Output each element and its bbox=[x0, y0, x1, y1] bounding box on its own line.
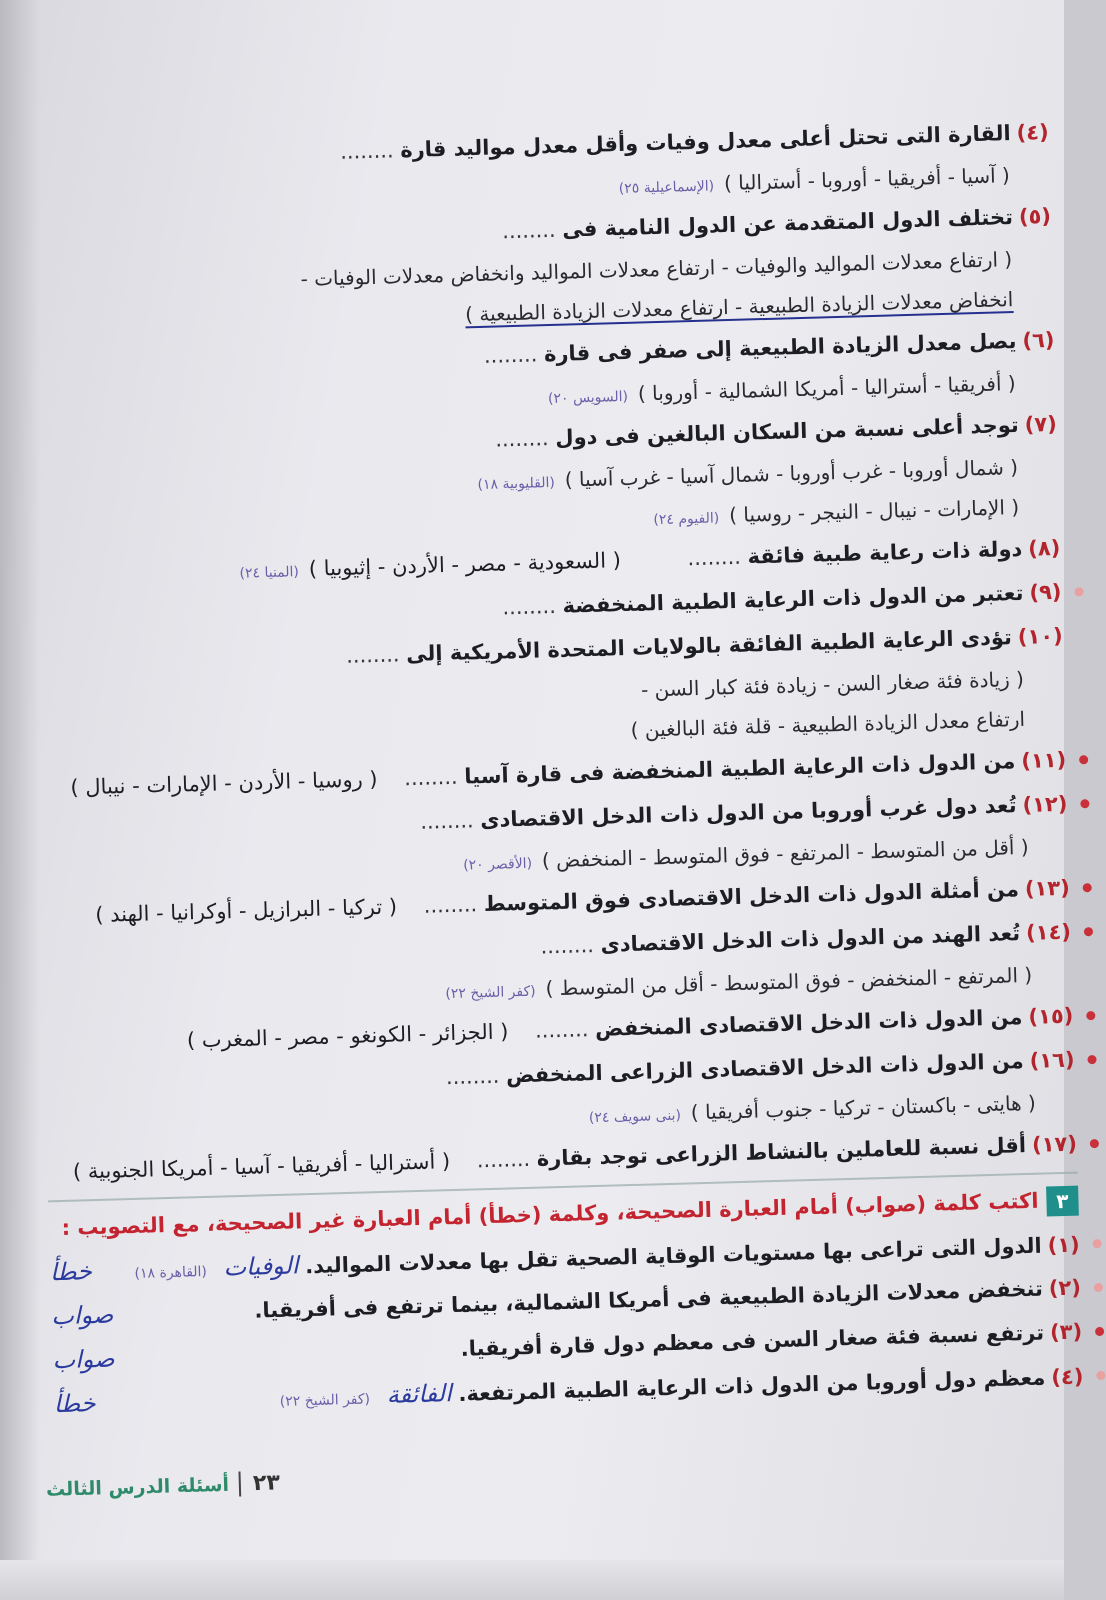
source-tag: (الفيوم ٢٤) bbox=[653, 510, 720, 529]
bullet-dot bbox=[1086, 1011, 1095, 1020]
handwritten-answer: خطأ bbox=[53, 1389, 96, 1419]
source-tag: (القليوبية ١٨) bbox=[477, 474, 556, 494]
handwritten-answer: صواب bbox=[50, 1300, 114, 1331]
question-text: تُعد الهند من الدول ذات الدخل الاقتصادى bbox=[600, 921, 1021, 957]
source-tag: (كفر الشيخ ٢٢) bbox=[445, 983, 536, 1003]
question-number: (٦) bbox=[1022, 327, 1055, 353]
question-text: توجد أعلى نسبة من السكان البالغين فى دول bbox=[554, 412, 1020, 450]
bullet-dot bbox=[1079, 755, 1088, 764]
question-text: تختلف الدول المتقدمة عن الدول النامية فى bbox=[561, 205, 1014, 242]
item-number: (١) bbox=[1047, 1232, 1081, 1258]
bullet-dot bbox=[1080, 799, 1089, 808]
options-text: ( أقل من المتوسط - المرتفع - فوق المتوسط - المنخفض ) bbox=[541, 834, 1029, 873]
options-text: انخفاض معدلات الزيادة الطبيعية - ارتفاع معدلات الزيادة الطبيعية ) bbox=[464, 287, 1014, 327]
handwritten-correction: الوفيات bbox=[223, 1251, 299, 1282]
options-text: ( هايتى - باكستان - تركيا - جنوب أفريقيا ) bbox=[690, 1090, 1037, 1125]
question-number: (١٣) bbox=[1024, 875, 1071, 901]
handwritten-correction: الفائقة bbox=[386, 1379, 453, 1409]
options-text: ارتفاع معدل الزيادة الطبيعية - قلة فئة البالغين ) bbox=[630, 706, 1026, 742]
bullet-dot bbox=[1095, 1327, 1104, 1336]
question-text: تعتبر من الدول ذات الرعاية الطبية المنخفضة bbox=[562, 580, 1024, 618]
handwritten-answer: صواب bbox=[52, 1344, 115, 1375]
options-text: ( زيادة فئة صغار السن - زيادة فئة كبار السن - bbox=[640, 666, 1025, 702]
table-edge bbox=[0, 1560, 1064, 1600]
footer-label: أسئلة الدرس الثالث bbox=[45, 1473, 230, 1501]
blank: ........ bbox=[345, 642, 400, 668]
bullet-dot bbox=[1094, 1283, 1103, 1292]
question-text: تؤدى الرعاية الطبية الفائقة بالولايات المتحدة الأمريكية إلى bbox=[405, 625, 1013, 667]
source-tag: (المنيا ٢٤) bbox=[239, 564, 300, 582]
question-number: (١٦) bbox=[1029, 1047, 1075, 1073]
question-text: تُعد دول غرب أوروبا من الدول ذات الدخل الاقتصادى bbox=[480, 793, 1017, 833]
item-text: ترتفع نسبة فئة صغار السن فى معظم دول قارة أفريقيا. bbox=[460, 1320, 1045, 1361]
bullet-dot bbox=[1083, 883, 1092, 892]
question-text: من الدول ذات الرعاية الطبية المنخفضة فى قارة آسيا bbox=[463, 749, 1016, 789]
handwritten-answer: خطأ bbox=[49, 1257, 93, 1287]
page-footer bbox=[20, 1470, 281, 1511]
options-text: ( الإمارات - نيبال - النيجر - روسيا ) bbox=[728, 494, 1020, 528]
item-text: الدول التى تراعى بها مستويات الوقاية الصحية تقل بها معدلات المواليد. bbox=[304, 1233, 1042, 1279]
bullet-dot bbox=[1087, 1055, 1096, 1064]
question-text: دولة ذات رعاية طبية فائقة bbox=[747, 536, 1023, 569]
blank: ........ bbox=[483, 342, 538, 368]
source-tag: (بنى سويف ٢٤) bbox=[588, 1107, 682, 1127]
blank: ........ bbox=[540, 933, 595, 959]
options-text: ( تركيا - البرازيل - أوكرانيا - الهند ) bbox=[94, 894, 398, 927]
item-text: تنخفض معدلات الزيادة الطبيعية فى أمريكا الشمالية، بينما ترتفع فى أفريقيا. bbox=[254, 1276, 1044, 1323]
question-number: (٨) bbox=[1027, 535, 1061, 561]
question-number: (٤) bbox=[1016, 119, 1049, 145]
question-number: (١٧) bbox=[1031, 1131, 1078, 1157]
question-text: من الدول ذات الدخل الاقتصادى الزراعى المنخفض bbox=[505, 1049, 1025, 1088]
blank: ........ bbox=[494, 426, 549, 452]
blank: ........ bbox=[339, 138, 394, 164]
question-text: يصل معدل الزيادة الطبيعية إلى صفر فى قارة bbox=[543, 328, 1017, 367]
worksheet-content bbox=[18, 110, 1084, 1426]
source-tag: (السويس ٢٠) bbox=[547, 388, 629, 408]
blank: ........ bbox=[419, 808, 474, 834]
section-number: ٣ bbox=[1046, 1186, 1079, 1217]
item-text: معظم دول أوروبا من الدول ذات الرعاية الطبية المرتفعة. bbox=[458, 1365, 1046, 1406]
question-number: (١٤) bbox=[1025, 919, 1072, 945]
options-text: ( شمال أوروبا - غرب أوروبا - شمال آسيا - غرب آسيا ) bbox=[564, 454, 1019, 492]
question-number: (١١) bbox=[1020, 747, 1067, 773]
question-text: أقل نسبة للعاملين بالنشاط الزراعى توجد بقارة bbox=[536, 1133, 1027, 1171]
blank: ........ bbox=[502, 593, 557, 620]
bullet-dot bbox=[1093, 1239, 1102, 1248]
item-number: (٣) bbox=[1049, 1319, 1083, 1345]
options-text: ( المرتفع - المنخفض - فوق المتوسط - أقل من المتوسط ) bbox=[545, 962, 1033, 1001]
source-tag: (كفر الشيخ ٢٢) bbox=[279, 1391, 371, 1410]
section-instruction: اكتب كلمة (صواب) أمام العبارة الصحيحة، وكلمة (خطأ) أمام العبارة غير الصحيحة، مع التصويب : bbox=[61, 1188, 1039, 1240]
source-tag: (الإسماعيلية ٢٥) bbox=[618, 178, 715, 198]
options-text: ( السعودية - مصر - الأردن - إثيوبيا ) bbox=[308, 548, 622, 581]
bullet-dot bbox=[1074, 587, 1083, 596]
question-number: (٩) bbox=[1029, 579, 1062, 605]
blank: ........ bbox=[501, 217, 556, 244]
options-text: ( آسيا - أفريقيا - أوروبا - أستراليا ) bbox=[723, 163, 1011, 196]
blank: ........ bbox=[403, 764, 458, 791]
options-text: ( ارتفاع معدلات المواليد والوفيات - ارتفاع معدلات المواليد وانخفاض معدلات الوفيات - bbox=[300, 247, 1013, 291]
question-number: (٧) bbox=[1024, 411, 1058, 437]
item-number: (٤) bbox=[1051, 1364, 1084, 1390]
bullet-dot bbox=[1084, 927, 1093, 936]
question-number: (١٠) bbox=[1017, 623, 1064, 650]
blank: ........ bbox=[476, 1146, 531, 1173]
options-text: ( أستراليا - أفريقيا - آسيا - أمريكا الجنوبية ) bbox=[72, 1149, 451, 1184]
options-text: ( الجزائر - الكونغو - مصر - المغرب ) bbox=[186, 1019, 509, 1053]
question-number: (١٢) bbox=[1022, 791, 1068, 817]
question-number: (١٥) bbox=[1028, 1003, 1074, 1029]
bullet-dot bbox=[1090, 1139, 1099, 1148]
question-text: من أمثلة الدول ذات الدخل الاقتصادى فوق المتوسط bbox=[483, 877, 1020, 917]
blank: ........ bbox=[423, 892, 478, 918]
source-tag: (الأقصر ٢٠) bbox=[462, 855, 533, 874]
question-text: القارة التى تحتل أعلى معدل وفيات وأقل معدل مواليد قارة bbox=[399, 121, 1011, 163]
source-tag: (القاهرة ١٨) bbox=[134, 1263, 208, 1282]
blank: ........ bbox=[445, 1063, 500, 1090]
bullet-dot bbox=[1096, 1371, 1105, 1380]
options-text: ( أفريقيا - أستراليا - أمريكا الشمالية - أوروبا ) bbox=[637, 371, 1016, 406]
question-text: من الدول ذات الدخل الاقتصادى المنخفض bbox=[594, 1005, 1023, 1041]
blank: ........ bbox=[687, 544, 742, 571]
options-text: ( روسيا - الأردن - الإمارات - نيبال ) bbox=[70, 766, 378, 800]
blank: ........ bbox=[534, 1017, 589, 1043]
item-number: (٢) bbox=[1048, 1275, 1082, 1301]
page-number: ٢٣ bbox=[239, 1470, 281, 1496]
question-number: (٥) bbox=[1018, 203, 1052, 229]
